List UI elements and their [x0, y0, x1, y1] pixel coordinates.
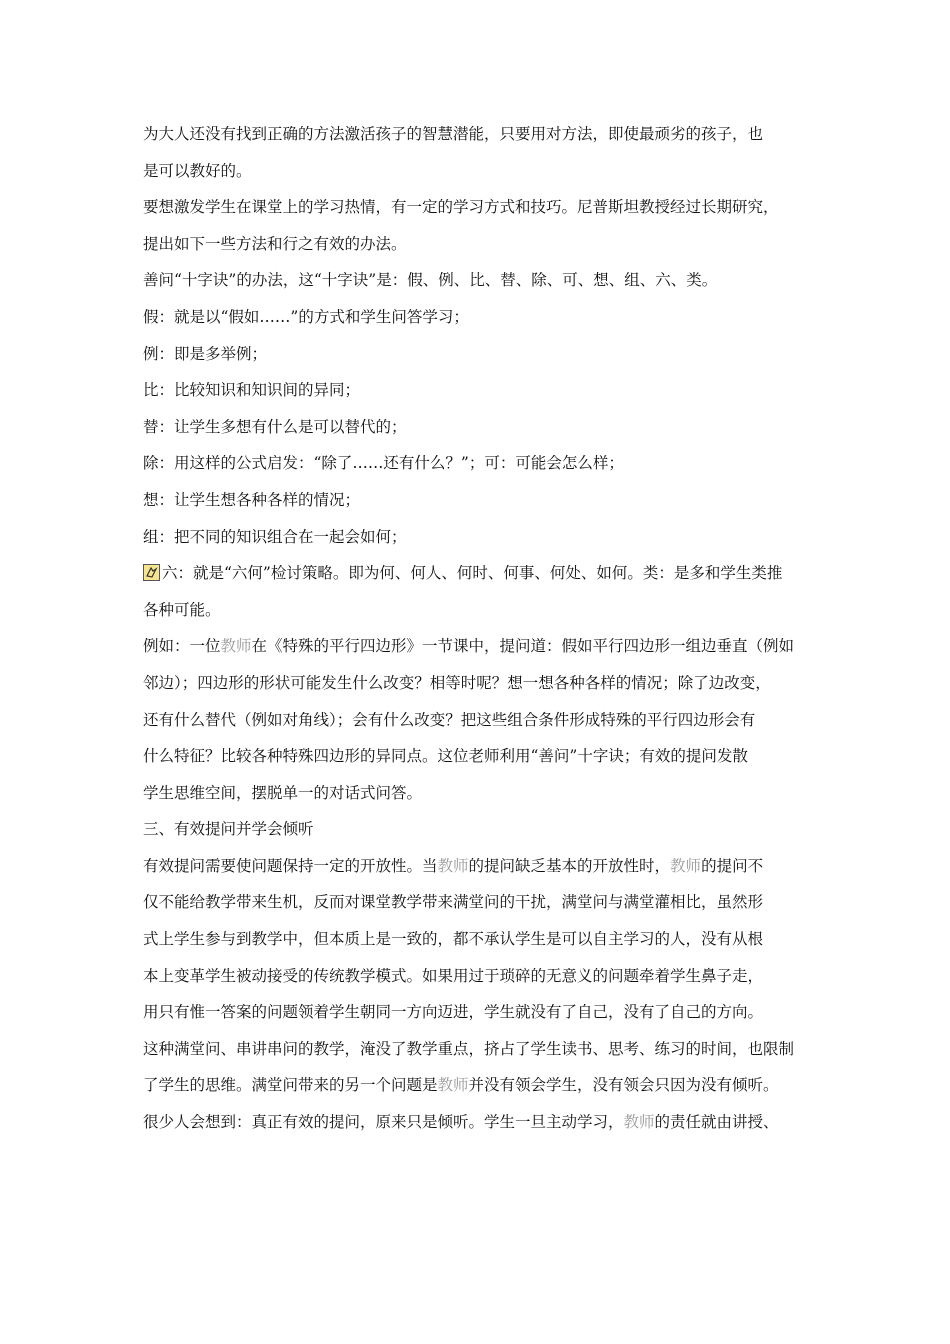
document-body [143, 116, 823, 1141]
highlight-word: 教师 [670, 856, 702, 875]
highlight-word: 教师 [220, 637, 252, 656]
paragraph-line [143, 628, 823, 665]
paragraph-line: 各种可能。 [143, 600, 221, 619]
paragraph-line [143, 848, 823, 885]
paragraph-line: 本上变革学生被动接受的传统教学模式。如果用过于琐碎的无意义的问题牵着学生鼻子走， [143, 966, 764, 985]
highlight-word: 教师 [437, 1076, 469, 1095]
paragraph-line: 学生思维空间，摆脱单一的对话式问答。 [143, 783, 423, 802]
paragraph-text: 六：就是“六何”检讨策略。即为何、何人、何时、何事、何处、如何。类：是多和学生类推 [162, 564, 783, 583]
paragraph-line: 用只有惟一答案的问题领着学生朝同一方向迈进，学生就没有了自己，没有了自己的方向。 [143, 1003, 764, 1022]
paragraph-line: 是可以教好的。 [143, 161, 252, 180]
paragraph-line: 想：让学生想各种各样的情况； [143, 490, 361, 509]
text-run: 有效提问需要使问题保持一定的开放性。当 [143, 856, 438, 875]
paragraph-line: 除：用这样的公式启发：“除了……还有什么？”；可：可能会怎么样； [143, 454, 624, 473]
text-run: 了学生的思维。满堂问带来的另一个问题是 [143, 1076, 438, 1095]
highlight-word: 教师 [623, 1113, 655, 1132]
paragraph-line: 替：让学生多想有什么是可以替代的； [143, 417, 407, 436]
paragraph-line: 例：即是多举例； [143, 344, 268, 363]
text-run: 的责任就由讲授、 [654, 1113, 779, 1132]
text-run: 的提问不 [701, 856, 764, 875]
paragraph-line: 还有什么替代（例如对角线）；会有什么改变？把这些组合条件形成特殊的平行四边形会有 [143, 710, 756, 729]
paragraph-line: 什么特征？比较各种特殊四边形的异同点。这位老师利用“善问”十字诀；有效的提问发散 [143, 747, 748, 766]
paragraph-line [143, 1067, 823, 1104]
highlight-word: 教师 [437, 856, 469, 875]
paragraph-line: 仅不能给教学带来生机，反而对课堂教学带来满堂问的干扰，满堂问与满堂灌相比，虽然形 [143, 893, 764, 912]
paragraph-line: 比：比较知识和知识间的异同； [143, 381, 361, 400]
paragraph-line: 为大人还没有找到正确的方法激活孩子的智慧潜能，只要用对方法，即使最顽劣的孩子，也 [143, 125, 764, 143]
paragraph-line: 提出如下一些方法和行之有效的办法。 [143, 234, 407, 253]
note-icon[interactable] [143, 564, 160, 581]
paragraph-line: 组：把不同的知识组合在一起会如何； [143, 527, 407, 546]
section-heading: 三、有效提问并学会倾听 [143, 820, 314, 839]
paragraph-line: 假：就是以“假如……”的方式和学生问答学习； [143, 307, 469, 326]
paragraph-line: 要想激发学生在课堂上的学习热情，有一定的学习方式和技巧。尼普斯坦教授经过长期研究， [143, 198, 779, 217]
text-run: 很少人会想到：真正有效的提问，原来只是倾听。学生一旦主动学习， [143, 1113, 624, 1132]
paragraph-line-with-note [143, 555, 823, 592]
text-run: 例如：一位 [143, 637, 221, 656]
paragraph-line: 善问“十字诀”的办法，这“十字诀”是：假、例、比、替、除、可、想、组、六、类。 [143, 271, 718, 290]
text-run: 在《特殊的平行四边形》一节课中，提问道：假如平行四边形一组边垂直（例如 [251, 637, 795, 656]
paragraph-line [143, 1104, 823, 1141]
paragraph-line: 邻边）；四边形的形状可能发生什么改变？相等时呢？想一想各种各样的情况；除了边改变， [143, 673, 771, 692]
text-run: 并没有领会学生，没有领会只因为没有倾听。 [468, 1076, 779, 1095]
paragraph-line: 式上学生参与到教学中，但本质上是一致的，都不承认学生是可以自主学习的人，没有从根 [143, 930, 764, 949]
text-run: 的提问缺乏基本的开放性时， [468, 856, 671, 875]
paragraph-line: 这种满堂问、串讲串问的教学，淹没了教学重点，挤占了学生读书、思考、练习的时间，也限制 [143, 1039, 795, 1058]
